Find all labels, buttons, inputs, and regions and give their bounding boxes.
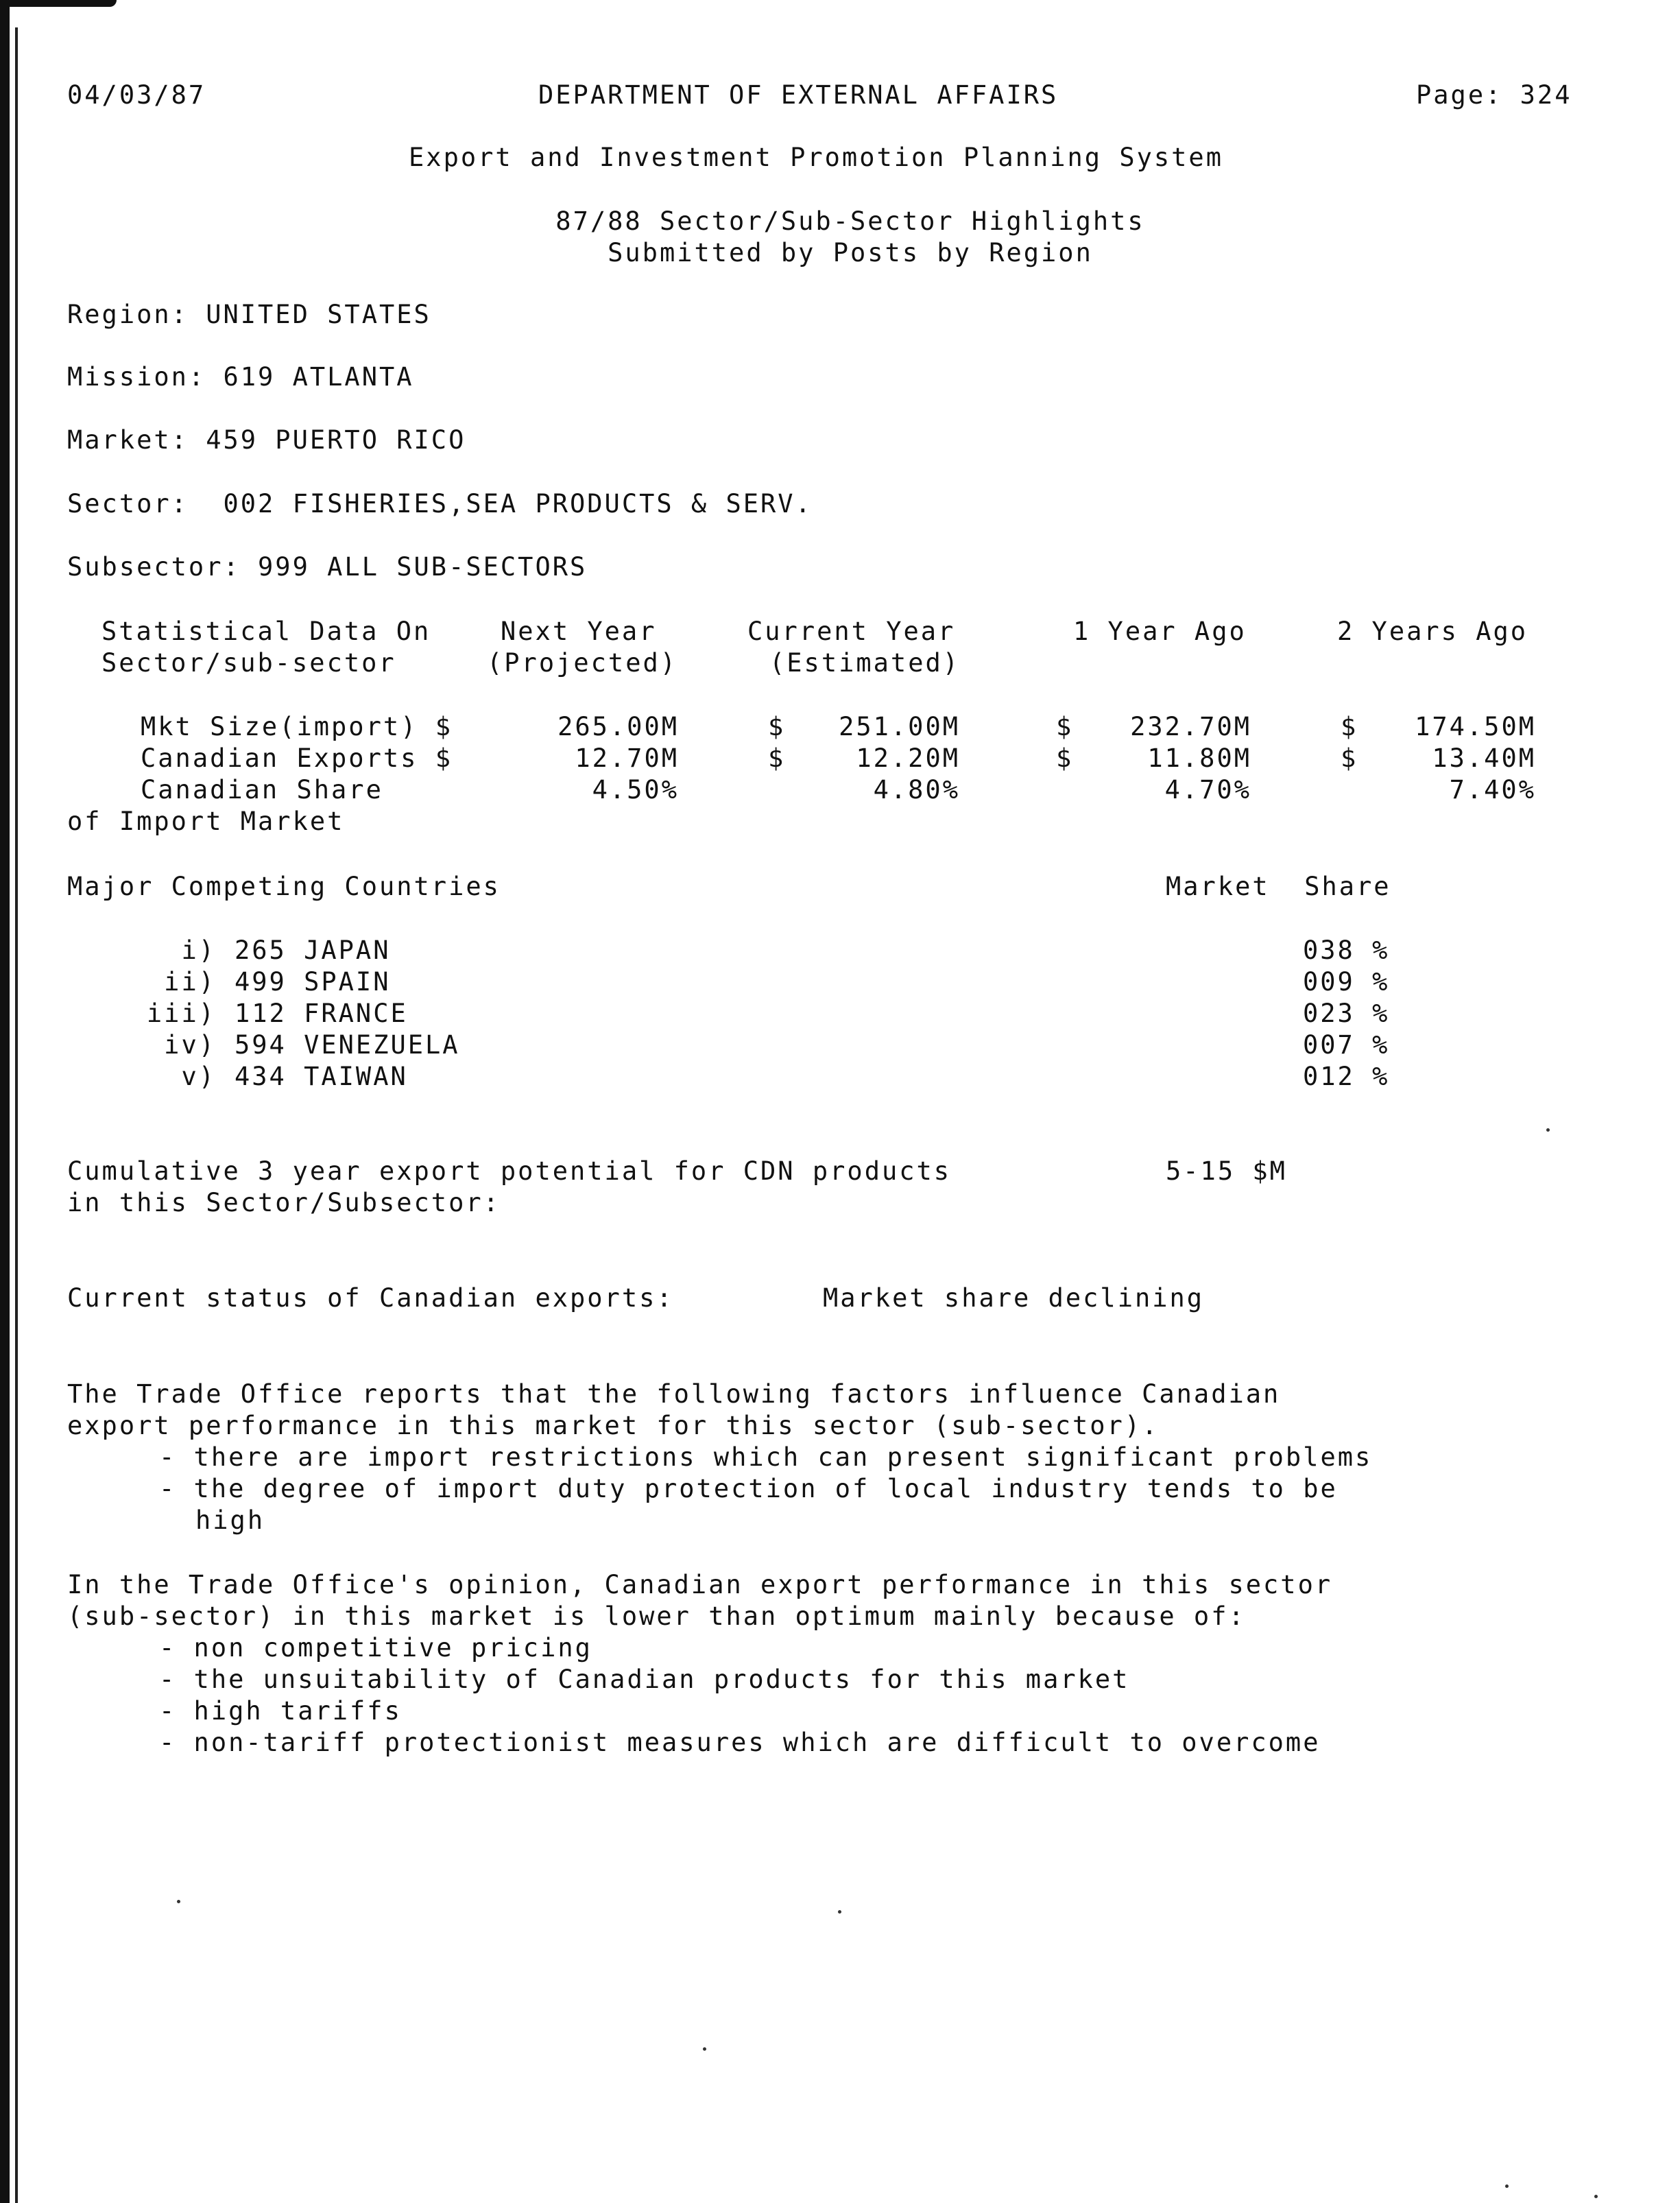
competitor-index: ii) <box>164 967 216 997</box>
competitor-share: 038 % <box>1303 936 1390 965</box>
stats-head-current-year: Current Year <box>747 617 956 646</box>
stats-currency: $ <box>1341 743 1358 773</box>
stats-row-label: Mkt Size(import) $ <box>141 712 453 741</box>
page-number: Page: 324 <box>1416 80 1572 110</box>
market-share-heading: Market Share <box>1166 872 1391 901</box>
stats-cell: 13.40M <box>1432 743 1536 773</box>
competitor-name: 594 VENEZUELA <box>235 1030 460 1060</box>
stats-currency: $ <box>1341 712 1358 741</box>
factor-item: - there are import restrictions which can present significant problems <box>159 1442 1373 1472</box>
system-title: Export and Investment Promotion Planning System <box>409 143 1223 172</box>
stats-row-label-cont: of Import Market <box>67 807 345 836</box>
report-subtitle: Submitted by Posts by Region <box>608 238 1093 267</box>
competitor-index: i) <box>181 936 216 965</box>
competitor-index: iii) <box>146 999 216 1028</box>
stats-head-label-2: Sector/sub-sector <box>101 648 396 678</box>
stats-currency: $ <box>768 743 786 773</box>
competitor-name: 434 TAIWAN <box>235 1062 408 1091</box>
stats-cell: 12.70M <box>575 743 679 773</box>
mission-field: Mission: 619 ATLANTA <box>67 362 414 392</box>
factors-intro-cont: export performance in this market for this sector (sub-sector). <box>67 1411 1160 1440</box>
opinion-intro: In the Trade Office's opinion, Canadian export performance in this sector <box>67 1570 1333 1599</box>
scan-corner <box>0 0 117 7</box>
status-value: Market share declining <box>823 1283 1205 1313</box>
stats-head-projected: (Projected) <box>487 648 678 678</box>
status-label: Current status of Canadian exports: <box>67 1283 674 1313</box>
competitor-index: v) <box>181 1062 216 1091</box>
scan-speck <box>1594 2195 1598 2198</box>
competitor-name: 112 FRANCE <box>235 999 408 1028</box>
stats-head-1-year-ago: 1 Year Ago <box>1073 617 1247 646</box>
factors-intro: The Trade Office reports that the following factors influence Canadian <box>67 1379 1281 1409</box>
competitor-name: 265 JAPAN <box>235 936 391 965</box>
competitor-share: 009 % <box>1303 967 1390 997</box>
report-title: 87/88 Sector/Sub-Sector Highlights <box>555 206 1145 236</box>
stats-cell: 4.50% <box>592 775 679 805</box>
stats-head-estimated: (Estimated) <box>769 648 961 678</box>
stats-row-label: Canadian Share <box>141 775 383 805</box>
stats-cell: 174.50M <box>1415 712 1536 741</box>
scan-edge <box>0 0 10 2203</box>
opinion-intro-cont: (sub-sector) in this market is lower than optimum mainly because of: <box>67 1601 1246 1631</box>
scan-speck <box>1546 1128 1550 1132</box>
stats-cell: 4.70% <box>1164 775 1251 805</box>
competitor-share: 023 % <box>1303 999 1390 1028</box>
opinion-item: - high tariffs <box>159 1696 402 1726</box>
competitor-share: 007 % <box>1303 1030 1390 1060</box>
stats-currency: $ <box>1056 712 1074 741</box>
stats-cell: 11.80M <box>1147 743 1251 773</box>
factor-item: - the degree of import duty protection of local industry tends to be <box>159 1474 1338 1503</box>
opinion-item: - non-tariff protectionist measures which are difficult to overcome <box>159 1728 1321 1757</box>
opinion-item: - non competitive pricing <box>159 1633 592 1663</box>
stats-head-2-years-ago: 2 Years Ago <box>1337 617 1528 646</box>
competitors-heading: Major Competing Countries <box>67 872 501 901</box>
report-date: 04/03/87 <box>67 80 206 110</box>
potential-label-cont: in this Sector/Subsector: <box>67 1188 501 1217</box>
stats-cell: 12.20M <box>856 743 960 773</box>
stats-cell: 232.70M <box>1130 712 1251 741</box>
competitor-name: 499 SPAIN <box>235 967 391 997</box>
stats-cell: 7.40% <box>1449 775 1536 805</box>
potential-value: 5-15 $M <box>1166 1156 1287 1186</box>
scan-speck <box>703 2047 706 2051</box>
sector-field: Sector: 002 FISHERIES,SEA PRODUCTS & SERV. <box>67 489 813 519</box>
department-title: DEPARTMENT OF EXTERNAL AFFAIRS <box>538 80 1059 110</box>
scan-edge-line <box>15 27 18 2203</box>
stats-head-label: Statistical Data On <box>101 617 431 646</box>
opinion-item: - the unsuitability of Canadian products for this market <box>159 1665 1130 1694</box>
competitor-index: iv) <box>164 1030 216 1060</box>
stats-row-label: Canadian Exports $ <box>141 743 453 773</box>
market-field: Market: 459 PUERTO RICO <box>67 425 466 455</box>
scan-speck <box>838 1910 841 1914</box>
competitor-share: 012 % <box>1303 1062 1390 1091</box>
stats-currency: $ <box>1056 743 1074 773</box>
factor-item-cont: high <box>195 1505 265 1535</box>
stats-head-next-year: Next Year <box>501 617 657 646</box>
potential-label: Cumulative 3 year export potential for CDN products <box>67 1156 952 1186</box>
scan-speck <box>1505 2184 1509 2188</box>
stats-cell: 4.80% <box>873 775 960 805</box>
stats-cell: 251.00M <box>839 712 960 741</box>
region-field: Region: UNITED STATES <box>67 300 431 329</box>
stats-currency: $ <box>768 712 786 741</box>
subsector-field: Subsector: 999 ALL SUB-SECTORS <box>67 552 588 582</box>
scan-speck <box>177 1900 180 1903</box>
stats-cell: 265.00M <box>557 712 679 741</box>
